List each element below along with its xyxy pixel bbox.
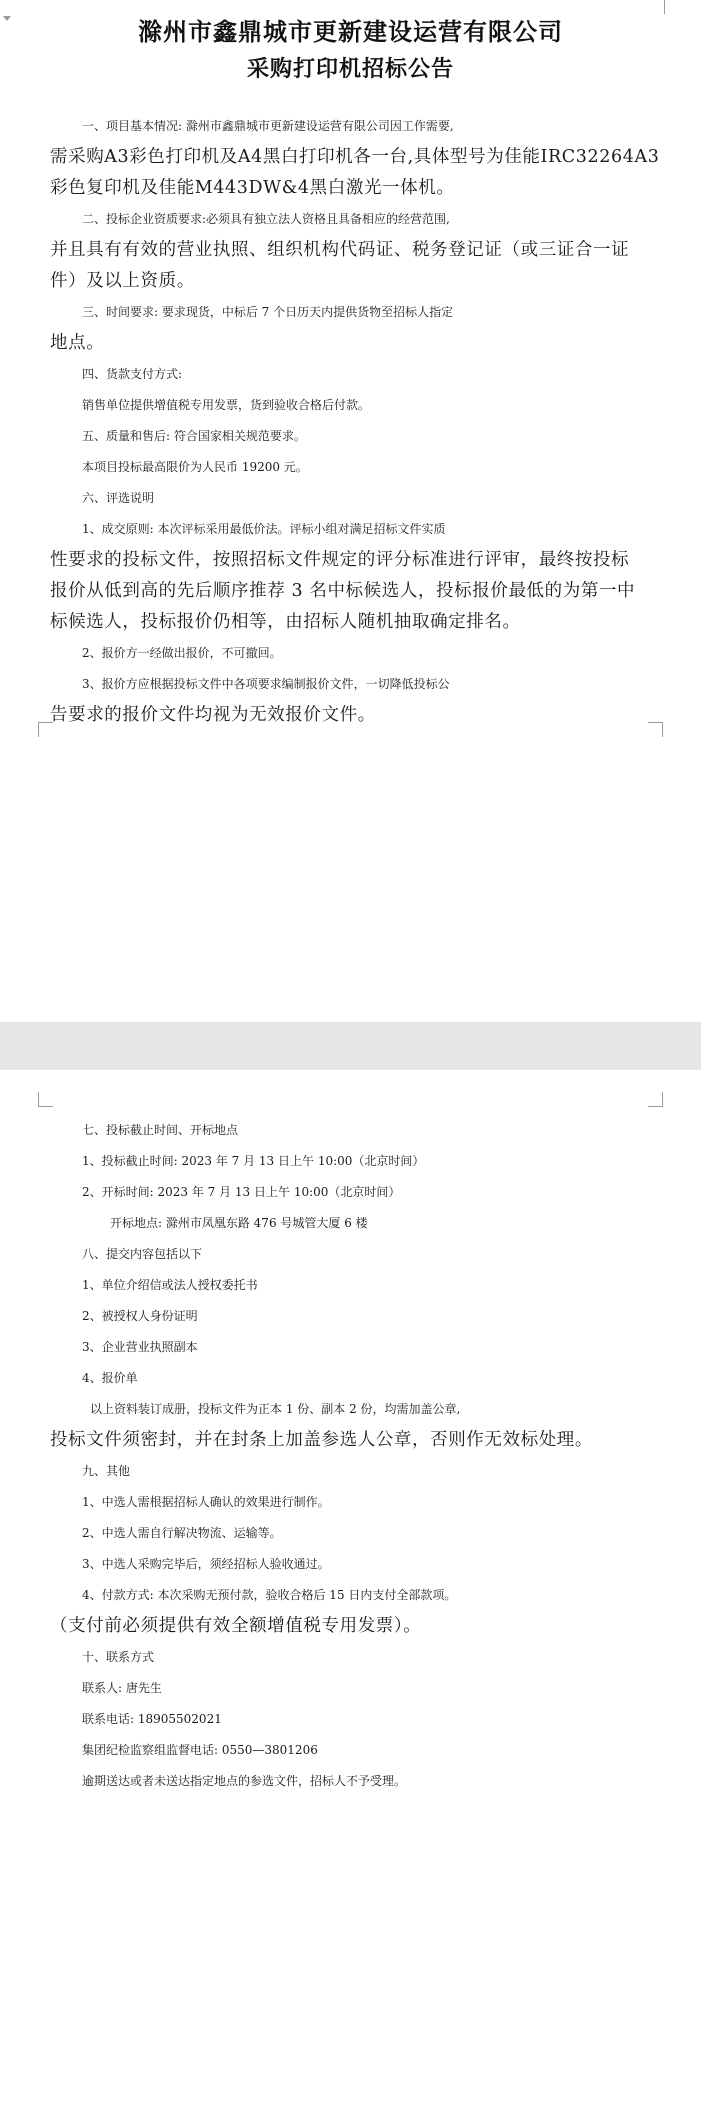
page-corner-mark — [38, 722, 53, 737]
paragraph-line: 一、项目基本情况: 滁州市鑫鼎城市更新建设运营有限公司因工作需要, — [82, 119, 454, 133]
document-page-2 — [0, 1070, 701, 2117]
paragraph-line: 十、联系方式 — [82, 1650, 155, 1664]
paragraph-line: 投标文件须密封，并在封条上加盖参选人公章，否则作无效标处理。 — [50, 1430, 593, 1450]
paragraph-line: 1、中选人需根据招标人确认的效果进行制作。 — [82, 1495, 330, 1509]
paragraph-line: 二、投标企业资质要求:必须具有独立法人资格且具备相应的经营范围, — [82, 212, 450, 226]
paragraph-line: 需采购A3彩色打印机及A4黑白打印机各一台,具体型号为佳能IRC32264A3 — [50, 147, 660, 167]
paragraph-line: 3、报价方应根据投标文件中各项要求编制报价文件，一切降低投标公 — [82, 677, 450, 691]
paragraph-line: 报价从低到高的先后顺序推荐 3 名中标候选人，投标报价最低的为第一中 — [50, 581, 636, 601]
paragraph-line: 八、提交内容包括以下 — [82, 1247, 203, 1261]
paragraph-line: 以上资料装订成册，投标文件为正本 1 份、副本 2 份，均需加盖公章, — [90, 1402, 461, 1416]
paragraph-line: 1、单位介绍信或法人授权委托书 — [82, 1278, 258, 1292]
paragraph-line: 彩色复印机及佳能M443DW&4黑白激光一体机。 — [50, 178, 455, 198]
paragraph-line: 三、时间要求: 要求现货，中标后 7 个日历天内提供货物至招标人指定 — [82, 305, 454, 319]
paragraph-line: 五、质量和售后: 符合国家相关规范要求。 — [82, 429, 306, 443]
paragraph-line: 2、被授权人身份证明 — [82, 1309, 198, 1323]
paragraph-line: 3、中选人采购完毕后，须经招标人验收通过。 — [82, 1557, 330, 1571]
document-page-1 — [0, 0, 701, 1022]
paragraph-line: （支付前必须提供有效全额增值税专用发票）。 — [50, 1616, 422, 1636]
paragraph-line: 告要求的报价文件均视为无效报价文件。 — [50, 705, 376, 725]
paragraph-line: 联系人: 唐先生 — [82, 1681, 162, 1695]
paragraph-line: 性要求的投标文件，按照招标文件规定的评分标准进行评审，最终按投标 — [50, 550, 630, 570]
paragraph-line: 2、开标时间: 2023 年 7 月 13 日上午 10:00（北京时间） — [82, 1185, 401, 1199]
paragraph-line: 1、成交原则: 本次评标采用最低价法。评标小组对满足招标文件实质 — [82, 522, 446, 536]
page-corner-mark — [648, 1092, 663, 1107]
paragraph-line: 集团纪检监察组监督电话: 0550—3801206 — [82, 1743, 318, 1757]
paragraph-line: 标候选人，投标报价仍相等，由招标人随机抽取确定排名。 — [50, 612, 521, 632]
paragraph-line: 并且具有有效的营业执照、组织机构代码证、税务登记证（或三证合一证 — [50, 240, 630, 260]
page-corner-mark — [38, 1092, 53, 1107]
paragraph-line: 销售单位提供增值税专用发票，货到验收合格后付款。 — [82, 398, 371, 412]
paragraph-line: 七、投标截止时间、开标地点 — [82, 1123, 239, 1137]
paragraph-line: 地点。 — [50, 333, 105, 353]
paragraph-line: 四、货款支付方式: — [82, 367, 183, 381]
paragraph-line: 本项目投标最高限价为人民币 19200 元。 — [82, 460, 308, 474]
paragraph-line: 2、报价方一经做出报价，不可撤回。 — [82, 646, 282, 660]
page-separator — [0, 1022, 701, 1070]
paragraph-line: 六、评选说明 — [82, 491, 155, 505]
paragraph-line: 4、付款方式: 本次采购无预付款，验收合格后 15 日内支付全部款项。 — [82, 1588, 457, 1602]
paragraph-line: 1、投标截止时间: 2023 年 7 月 13 日上午 10:00（北京时间） — [82, 1154, 425, 1168]
document-title-line-1: 滁州市鑫鼎城市更新建设运营有限公司 — [138, 17, 563, 46]
paragraph-line: 件）及以上资质。 — [50, 271, 195, 291]
paragraph-line: 开标地点: 滁州市凤凰东路 476 号城管大厦 6 楼 — [110, 1216, 368, 1230]
paragraph-line: 3、企业营业执照副本 — [82, 1340, 198, 1354]
paragraph-line: 联系电话: 18905502021 — [82, 1712, 222, 1726]
paragraph-line: 4、报价单 — [82, 1371, 138, 1385]
document-title-line-2: 采购打印机招标公告 — [246, 56, 454, 82]
page-corner-mark — [648, 722, 663, 737]
paragraph-line: 逾期送达或者未送达指定地点的参选文件，招标人不予受理。 — [82, 1774, 407, 1788]
paragraph-line: 2、中选人需自行解决物流、运输等。 — [82, 1526, 282, 1540]
paragraph-line: 九、其他 — [82, 1464, 131, 1478]
